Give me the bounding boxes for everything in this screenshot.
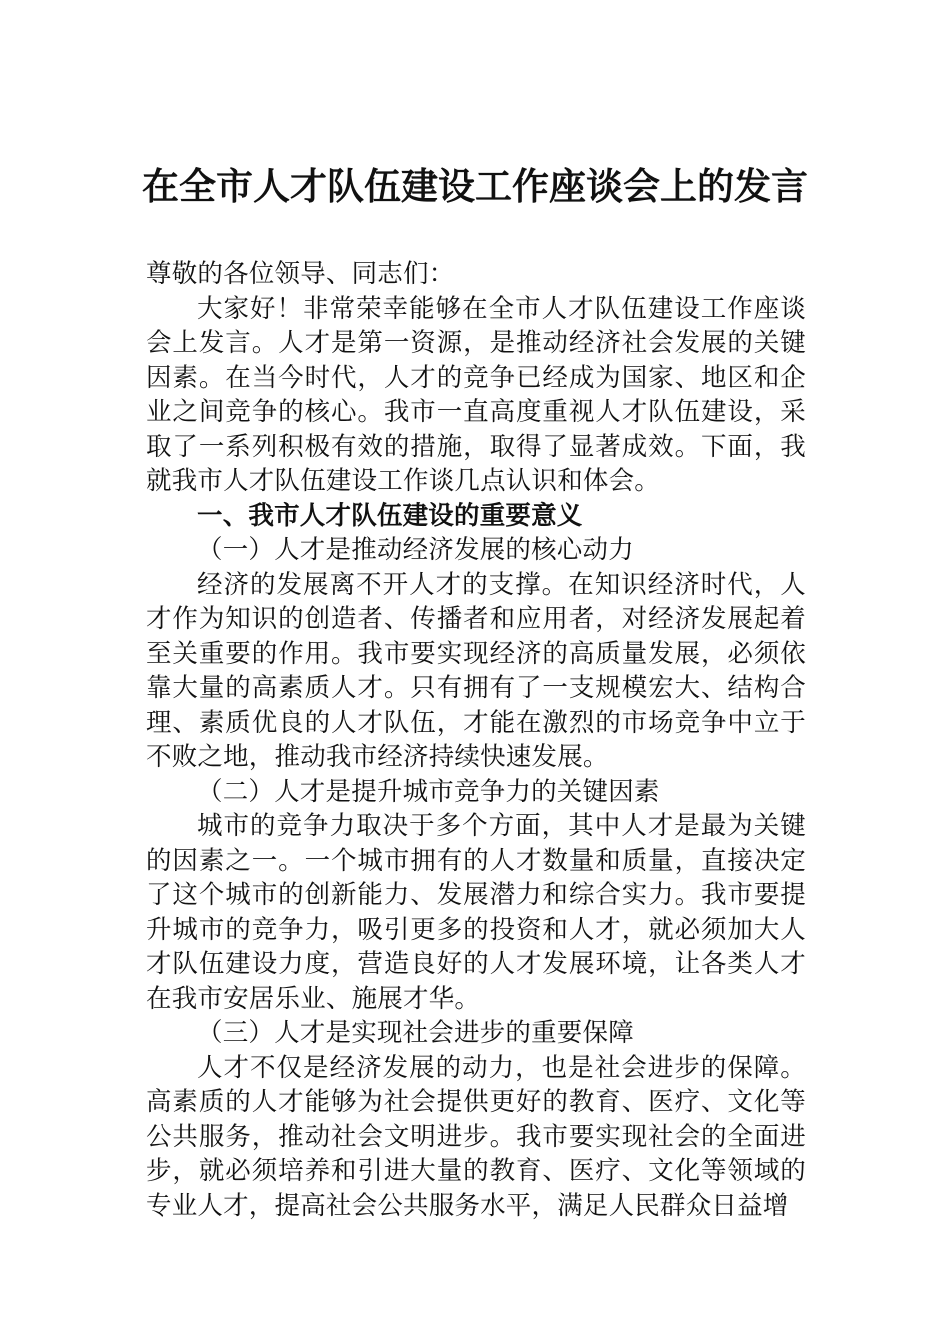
subsection-body-1: 经济的发展离不开人才的支撑。在知识经济时代，人才作为知识的创造者、传播者和应用者，对经济发展起着至关重要的作用。我市要实现经济的高质量发展，必须依靠大量的高素质人才。只有拥有了一支规模宏大、结构合理、素质优良的人才队伍，才能在激烈的市场竞争中立于不败之地，推动我市经济持续快速发展。 xyxy=(146,569,806,772)
document-title: 在全市人才队伍建设工作座谈会上的发言 xyxy=(142,164,808,208)
subsection-heading-3: （三）人才是实现社会进步的重要保障 xyxy=(197,1018,634,1048)
section-heading-1: 一、我市人才队伍建设的重要意义 xyxy=(197,500,583,531)
subsection-body-3: 人才不仅是经济发展的动力，也是社会进步的保障。高素质的人才能够为社会提供更好的教育、医疗、文化等公共服务，推动社会文明进步。我市要实现社会的全面进步，就必须培养和引进大量的教育、医疗、文化等领域的专业人才，提高社会公共服务水平，满足人民群众日益增 xyxy=(146,1052,806,1221)
intro-paragraph: 大家好！非常荣幸能够在全市人才队伍建设工作座谈会上发言。人才是第一资源，是推动经济社会发展的关键因素。在当今时代，人才的竞争已经成为国家、地区和企业之间竞争的核心。我市一直高度重视人才队伍建设，采取了一系列积极有效的措施，取得了显著成效。下面，我就我市人才队伍建设工作谈几点认识和体会。 xyxy=(146,293,806,496)
document-body xyxy=(146,257,806,1223)
subsection-heading-1: （一）人才是推动经济发展的核心动力 xyxy=(197,535,634,565)
subsection-heading-2: （二）人才是提升城市竞争力的关键因素 xyxy=(197,776,660,807)
salutation: 尊敬的各位领导、同志们： xyxy=(146,259,455,289)
subsection-body-2: 城市的竞争力取决于多个方面，其中人才是最为关键的因素之一。一个城市拥有的人才数量和质量，直接决定了这个城市的创新能力、发展潜力和综合实力。我市要提升城市的竞争力，吸引更多的投资和人才，就必须加大人才队伍建设力度，营造良好的人才发展环境，让各类人才在我市安居乐业、施展才华。 xyxy=(146,811,806,1014)
